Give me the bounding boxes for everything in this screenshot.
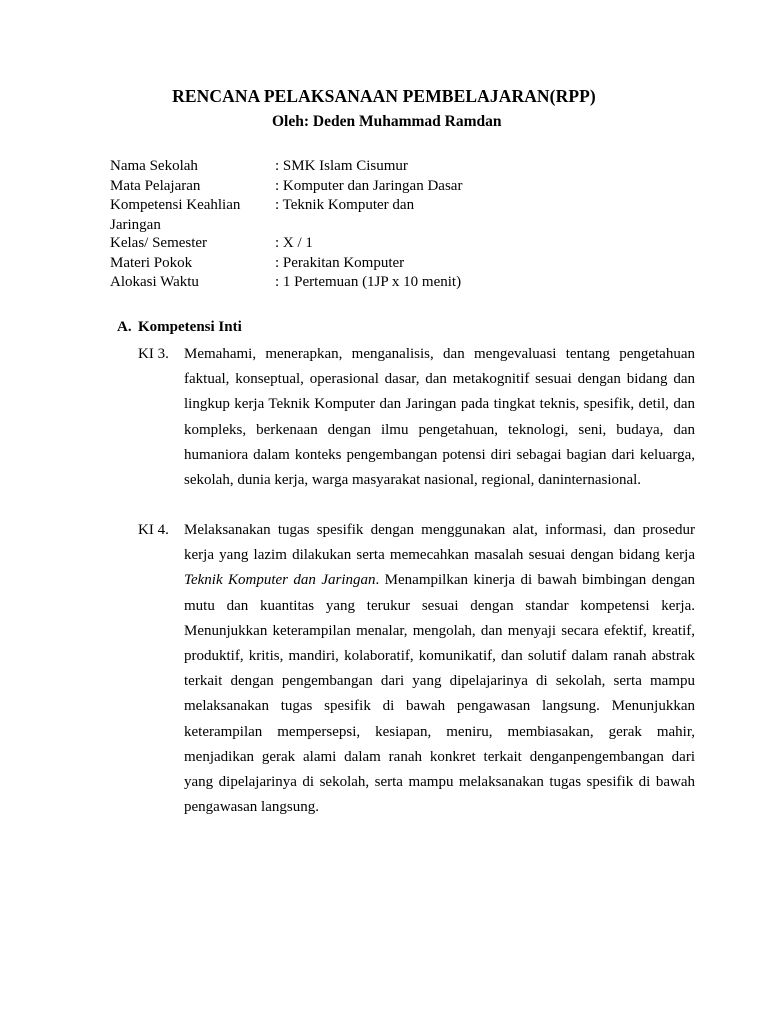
info-row-competency bbox=[110, 196, 570, 234]
info-label: Alokasi Waktu bbox=[110, 274, 199, 290]
info-value: : X / 1 bbox=[275, 235, 313, 251]
info-value: : Komputer dan Jaringan Dasar bbox=[275, 177, 463, 194]
ki4-label: KI 4. bbox=[138, 522, 169, 538]
identity-table bbox=[110, 157, 570, 293]
info-row-school bbox=[110, 157, 570, 177]
ki3-text: Memahami, menerapkan, menganalisis, dan mengevaluasi tentang pengetahuan faktual, konseptual, operasional dasar, dan metakognitif sesuai dengan bidang dan lingkup kerja Teknik Komputer dan Jaringan pada tingkat teknis, spesifik, detil, dan kompleks, berkenaan dengan ilmu pengetahuan, teknologi, seni, budaya, dan humaniora dalam konteks pengembangan potensi diri sebagai bagian dari keluarga, sekolah, dunia kerja, warga masyarakat nasional, regional, daninternasional. bbox=[184, 346, 695, 489]
section-title: Kompetensi Inti bbox=[138, 319, 242, 335]
ki4-paragraph bbox=[138, 518, 695, 820]
ki4-text-end: . Menampilkan kinerja di bawah bimbingan dengan mutu dan kuantitas yang terukur sesuai dengan standar kompetensi kerja. Menunjukkan keterampilan menalar, mengolah, dan menyaji secara efektif, kreatif, produktif, kritis, mandiri, kolaboratif, komunikatif, dan solutif dalam ranah abstrak terkait dengan pengembangan dari yang dipelajarinya di sekolah, serta mampu melaksanakan tugas spesifik di bawah pengawasan langsung. Menunjukkan keterampilan mempersepsi, kesiapan, meniru, membiasakan, gerak mahir, menjadikan gerak alami dalam ranah konkret terkait denganpengembangan dari yang dipelajarinya di sekolah, serta mampu melaksanakan tugas spesifik di bawah pengawasan langsung. bbox=[184, 572, 695, 816]
ki3-paragraph bbox=[138, 342, 695, 493]
ki3-label: KI 3. bbox=[138, 346, 169, 362]
info-label: Nama Sekolah bbox=[110, 158, 198, 174]
info-value: : 1 Pertemuan (1JP x 10 menit) bbox=[275, 274, 462, 290]
ki4-text-start: Melaksanakan tugas spesifik dengan menggunakan alat, informasi, dan prosedur kerja yang lazim dilakukan serta memecahkan masalah sesuai dengan bidang kerja bbox=[184, 522, 695, 564]
info-value: : Perakitan Komputer bbox=[275, 254, 405, 271]
info-row-topic bbox=[110, 254, 570, 274]
ki4-text bbox=[184, 518, 695, 820]
info-label: Materi Pokok bbox=[110, 254, 193, 271]
info-row-class bbox=[110, 234, 570, 254]
ki4-text-italic: Teknik Komputer dan Jaringan bbox=[184, 572, 376, 589]
info-row-subject bbox=[110, 177, 570, 197]
info-value: : Teknik Komputer dan bbox=[275, 197, 415, 213]
section-letter: A. bbox=[117, 319, 132, 335]
info-label: Kompetensi Keahlian Jaringan bbox=[110, 197, 241, 233]
info-value: : SMK Islam Cisumur bbox=[275, 158, 408, 174]
info-row-time bbox=[110, 273, 570, 293]
section-heading bbox=[117, 319, 242, 336]
document-author: Oleh: Deden Muhammad Ramdan bbox=[272, 113, 502, 130]
document-title: RENCANA PELAKSANAAN PEMBELAJARAN(RPP) bbox=[172, 86, 596, 106]
info-label: Kelas/ Semester bbox=[110, 235, 208, 251]
info-label: Mata Pelajaran bbox=[110, 177, 201, 194]
